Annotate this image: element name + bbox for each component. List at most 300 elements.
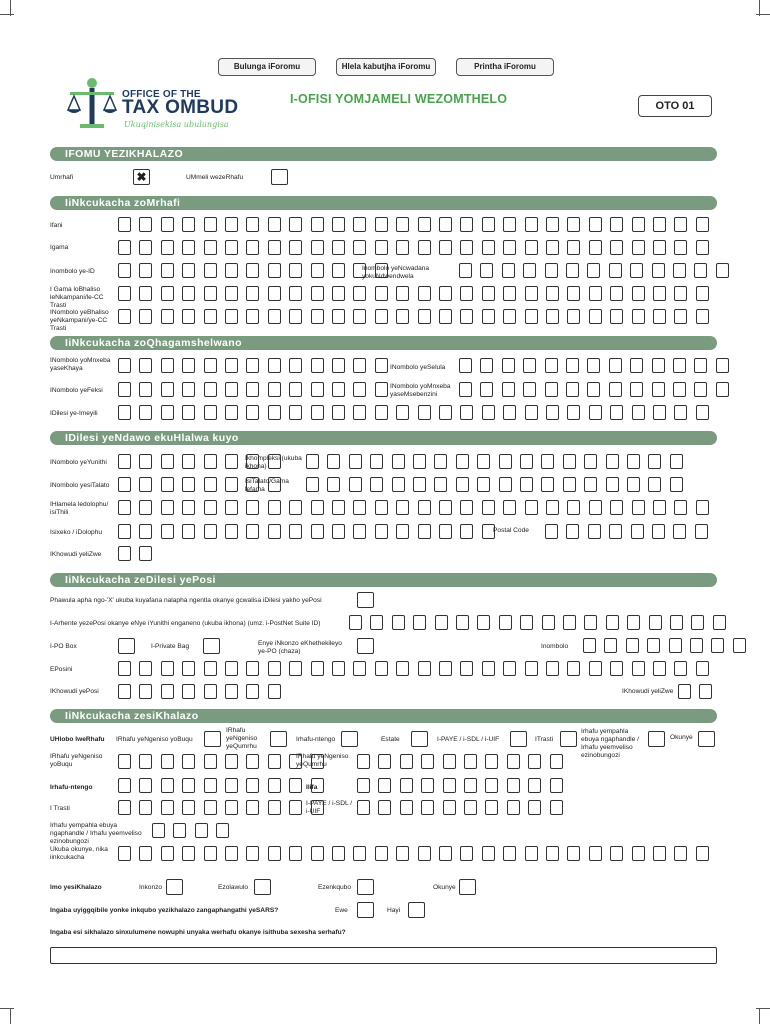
char-cell[interactable] xyxy=(161,358,174,373)
char-cell[interactable] xyxy=(353,217,366,232)
char-cell[interactable] xyxy=(268,405,281,420)
char-cell[interactable] xyxy=(439,405,452,420)
char-cell[interactable] xyxy=(584,615,597,630)
char-cell[interactable] xyxy=(477,454,490,469)
char-cell[interactable] xyxy=(609,263,622,278)
char-cell[interactable] xyxy=(225,217,238,232)
char-cell[interactable] xyxy=(563,454,576,469)
char-cell[interactable] xyxy=(118,800,131,815)
char-cell[interactable] xyxy=(139,382,152,397)
char-cell[interactable] xyxy=(246,286,259,301)
char-cell[interactable] xyxy=(584,477,597,492)
char-cell[interactable] xyxy=(268,684,281,699)
ref-trust-field[interactable] xyxy=(118,800,324,817)
char-cell[interactable] xyxy=(485,754,498,769)
char-cell[interactable] xyxy=(204,846,217,861)
char-cell[interactable] xyxy=(716,358,729,373)
char-cell[interactable] xyxy=(567,240,580,255)
char-cell[interactable] xyxy=(161,286,174,301)
char-cell[interactable] xyxy=(418,500,431,515)
char-cell[interactable] xyxy=(673,382,686,397)
char-cell[interactable] xyxy=(289,217,302,232)
char-cell[interactable] xyxy=(503,500,516,515)
char-cell[interactable] xyxy=(400,754,413,769)
char-cell[interactable] xyxy=(370,477,383,492)
char-cell[interactable] xyxy=(161,454,174,469)
char-cell[interactable] xyxy=(246,263,259,278)
char-cell[interactable] xyxy=(545,263,558,278)
char-cell[interactable] xyxy=(546,240,559,255)
char-cell[interactable] xyxy=(268,358,281,373)
char-cell[interactable] xyxy=(332,240,345,255)
char-cell[interactable] xyxy=(182,661,195,676)
char-cell[interactable] xyxy=(161,754,174,769)
char-cell[interactable] xyxy=(520,477,533,492)
char-cell[interactable] xyxy=(588,524,601,539)
char-cell[interactable] xyxy=(289,263,302,278)
char-cell[interactable] xyxy=(353,286,366,301)
char-cell[interactable] xyxy=(306,477,319,492)
char-cell[interactable] xyxy=(289,309,302,324)
char-cell[interactable] xyxy=(482,240,495,255)
char-cell[interactable] xyxy=(589,217,602,232)
char-cell[interactable] xyxy=(456,477,469,492)
char-cell[interactable] xyxy=(246,684,259,699)
char-cell[interactable] xyxy=(182,286,195,301)
char-cell[interactable] xyxy=(139,454,152,469)
char-cell[interactable] xyxy=(204,309,217,324)
char-cell[interactable] xyxy=(550,778,563,793)
char-cell[interactable] xyxy=(464,778,477,793)
char-cell[interactable] xyxy=(396,846,409,861)
char-cell[interactable] xyxy=(396,309,409,324)
char-cell[interactable] xyxy=(653,500,666,515)
char-cell[interactable] xyxy=(396,661,409,676)
tax-period-field[interactable] xyxy=(50,947,717,964)
char-cell[interactable] xyxy=(246,846,259,861)
save-form-button[interactable]: Hlela kabutjha iForomu xyxy=(336,58,436,76)
char-cell[interactable] xyxy=(182,454,195,469)
char-cell[interactable] xyxy=(653,309,666,324)
char-cell[interactable] xyxy=(225,263,238,278)
char-cell[interactable] xyxy=(204,405,217,420)
char-cell[interactable] xyxy=(480,263,493,278)
char-cell[interactable] xyxy=(695,524,708,539)
char-cell[interactable] xyxy=(311,358,324,373)
char-cell[interactable] xyxy=(566,263,579,278)
char-cell[interactable] xyxy=(246,217,259,232)
char-cell[interactable] xyxy=(225,754,238,769)
char-cell[interactable] xyxy=(246,309,259,324)
char-cell[interactable] xyxy=(375,358,388,373)
char-cell[interactable] xyxy=(204,661,217,676)
char-cell[interactable] xyxy=(392,615,405,630)
char-cell[interactable] xyxy=(225,286,238,301)
char-cell[interactable] xyxy=(541,477,554,492)
char-cell[interactable] xyxy=(499,477,512,492)
char-cell[interactable] xyxy=(289,405,302,420)
char-cell[interactable] xyxy=(161,778,174,793)
char-cell[interactable] xyxy=(477,615,490,630)
char-cell[interactable] xyxy=(268,846,281,861)
char-cell[interactable] xyxy=(182,846,195,861)
char-cell[interactable] xyxy=(653,286,666,301)
char-cell[interactable] xyxy=(632,286,645,301)
char-cell[interactable] xyxy=(632,405,645,420)
char-cell[interactable] xyxy=(421,778,434,793)
char-cell[interactable] xyxy=(460,405,473,420)
char-cell[interactable] xyxy=(610,500,623,515)
char-cell[interactable] xyxy=(545,524,558,539)
char-cell[interactable] xyxy=(204,500,217,515)
char-cell[interactable] xyxy=(225,684,238,699)
char-cell[interactable] xyxy=(268,217,281,232)
char-cell[interactable] xyxy=(669,638,682,653)
char-cell[interactable] xyxy=(182,524,195,539)
char-cell[interactable] xyxy=(306,454,319,469)
char-cell[interactable] xyxy=(696,661,709,676)
char-cell[interactable] xyxy=(485,778,498,793)
opt-corp-checkbox[interactable] xyxy=(270,731,287,747)
char-cell[interactable] xyxy=(353,846,366,861)
char-cell[interactable] xyxy=(439,217,452,232)
char-cell[interactable] xyxy=(439,524,452,539)
char-cell[interactable] xyxy=(139,263,152,278)
char-cell[interactable] xyxy=(353,661,366,676)
opt-estate-checkbox[interactable] xyxy=(411,731,428,747)
char-cell[interactable] xyxy=(357,754,370,769)
char-cell[interactable] xyxy=(182,240,195,255)
char-cell[interactable] xyxy=(118,358,131,373)
char-cell[interactable] xyxy=(609,358,622,373)
char-cell[interactable] xyxy=(268,754,281,769)
char-cell[interactable] xyxy=(289,358,302,373)
char-cell[interactable] xyxy=(118,546,131,561)
char-cell[interactable] xyxy=(225,405,238,420)
char-cell[interactable] xyxy=(195,823,208,838)
char-cell[interactable] xyxy=(696,240,709,255)
char-cell[interactable] xyxy=(246,240,259,255)
char-cell[interactable] xyxy=(139,684,152,699)
char-cell[interactable] xyxy=(332,358,345,373)
char-cell[interactable] xyxy=(652,263,665,278)
char-cell[interactable] xyxy=(418,846,431,861)
char-cell[interactable] xyxy=(311,382,324,397)
company-name-field[interactable] xyxy=(118,286,709,303)
fax-field[interactable] xyxy=(118,382,388,399)
opt-paye-checkbox[interactable] xyxy=(510,731,527,747)
char-cell[interactable] xyxy=(627,615,640,630)
char-cell[interactable] xyxy=(520,454,533,469)
char-cell[interactable] xyxy=(311,846,324,861)
char-cell[interactable] xyxy=(674,286,687,301)
taxpayer-checkbox[interactable]: ✖ xyxy=(133,169,150,185)
char-cell[interactable] xyxy=(502,263,515,278)
suburb-field[interactable] xyxy=(118,500,709,517)
char-cell[interactable] xyxy=(609,382,622,397)
char-cell[interactable] xyxy=(327,454,340,469)
char-cell[interactable] xyxy=(610,240,623,255)
char-cell[interactable] xyxy=(268,661,281,676)
char-cell[interactable] xyxy=(353,382,366,397)
char-cell[interactable] xyxy=(332,661,345,676)
char-cell[interactable] xyxy=(118,684,131,699)
char-cell[interactable] xyxy=(525,240,538,255)
char-cell[interactable] xyxy=(118,454,131,469)
char-cell[interactable] xyxy=(589,240,602,255)
ref-corp-field[interactable] xyxy=(357,754,563,771)
char-cell[interactable] xyxy=(161,524,174,539)
char-cell[interactable] xyxy=(502,382,515,397)
char-cell[interactable] xyxy=(460,217,473,232)
char-cell[interactable] xyxy=(118,778,131,793)
char-cell[interactable] xyxy=(477,477,490,492)
char-cell[interactable] xyxy=(435,615,448,630)
char-cell[interactable] xyxy=(139,500,152,515)
char-cell[interactable] xyxy=(456,615,469,630)
char-cell[interactable] xyxy=(546,217,559,232)
char-cell[interactable] xyxy=(567,405,580,420)
char-cell[interactable] xyxy=(460,286,473,301)
private-bag-checkbox[interactable] xyxy=(203,638,220,654)
char-cell[interactable] xyxy=(691,615,704,630)
char-cell[interactable] xyxy=(392,454,405,469)
char-cell[interactable] xyxy=(604,638,617,653)
char-cell[interactable] xyxy=(332,217,345,232)
name-field[interactable] xyxy=(118,240,709,257)
char-cell[interactable] xyxy=(653,240,666,255)
char-cell[interactable] xyxy=(443,778,456,793)
char-cell[interactable] xyxy=(652,382,665,397)
char-cell[interactable] xyxy=(566,524,579,539)
char-cell[interactable] xyxy=(696,405,709,420)
char-cell[interactable] xyxy=(566,358,579,373)
char-cell[interactable] xyxy=(375,846,388,861)
char-cell[interactable] xyxy=(460,524,473,539)
char-cell[interactable] xyxy=(204,684,217,699)
char-cell[interactable] xyxy=(632,846,645,861)
char-cell[interactable] xyxy=(182,477,195,492)
char-cell[interactable] xyxy=(289,240,302,255)
char-cell[interactable] xyxy=(542,615,555,630)
char-cell[interactable] xyxy=(311,661,324,676)
print-form-button[interactable]: Printha iForomu xyxy=(456,58,554,76)
char-cell[interactable] xyxy=(378,754,391,769)
char-cell[interactable] xyxy=(204,382,217,397)
char-cell[interactable] xyxy=(525,217,538,232)
char-cell[interactable] xyxy=(632,240,645,255)
char-cell[interactable] xyxy=(246,778,259,793)
opt-income-checkbox[interactable] xyxy=(204,731,221,747)
char-cell[interactable] xyxy=(204,358,217,373)
char-cell[interactable] xyxy=(118,524,131,539)
char-cell[interactable] xyxy=(268,240,281,255)
postal-unit-field[interactable] xyxy=(349,615,726,632)
char-cell[interactable] xyxy=(460,309,473,324)
char-cell[interactable] xyxy=(630,382,643,397)
char-cell[interactable] xyxy=(653,661,666,676)
char-cell[interactable] xyxy=(589,286,602,301)
char-cell[interactable] xyxy=(523,382,536,397)
char-cell[interactable] xyxy=(268,524,281,539)
char-cell[interactable] xyxy=(610,661,623,676)
char-cell[interactable] xyxy=(460,240,473,255)
char-cell[interactable] xyxy=(182,217,195,232)
ct-ezolawulo-checkbox[interactable] xyxy=(254,879,271,895)
char-cell[interactable] xyxy=(456,454,469,469)
char-cell[interactable] xyxy=(694,263,707,278)
char-cell[interactable] xyxy=(632,309,645,324)
char-cell[interactable] xyxy=(332,263,345,278)
char-cell[interactable] xyxy=(648,477,661,492)
char-cell[interactable] xyxy=(225,382,238,397)
char-cell[interactable] xyxy=(713,615,726,630)
char-cell[interactable] xyxy=(503,309,516,324)
char-cell[interactable] xyxy=(567,846,580,861)
char-cell[interactable] xyxy=(289,524,302,539)
char-cell[interactable] xyxy=(546,846,559,861)
char-cell[interactable] xyxy=(182,309,195,324)
char-cell[interactable] xyxy=(173,823,186,838)
char-cell[interactable] xyxy=(400,800,413,815)
char-cell[interactable] xyxy=(204,454,217,469)
char-cell[interactable] xyxy=(418,309,431,324)
char-cell[interactable] xyxy=(289,661,302,676)
po-box-checkbox[interactable] xyxy=(118,638,135,654)
char-cell[interactable] xyxy=(525,309,538,324)
char-cell[interactable] xyxy=(357,800,370,815)
char-cell[interactable] xyxy=(161,240,174,255)
char-cell[interactable] xyxy=(584,454,597,469)
char-cell[interactable] xyxy=(289,846,302,861)
reset-form-button[interactable]: Bulunga iForomu xyxy=(218,58,316,76)
passport-field[interactable] xyxy=(459,263,729,280)
char-cell[interactable] xyxy=(653,217,666,232)
char-cell[interactable] xyxy=(378,800,391,815)
char-cell[interactable] xyxy=(464,800,477,815)
char-cell[interactable] xyxy=(396,500,409,515)
char-cell[interactable] xyxy=(546,500,559,515)
char-cell[interactable] xyxy=(503,217,516,232)
char-cell[interactable] xyxy=(525,405,538,420)
char-cell[interactable] xyxy=(375,382,388,397)
char-cell[interactable] xyxy=(161,846,174,861)
postal-code-field-2[interactable] xyxy=(118,684,281,701)
char-cell[interactable] xyxy=(268,286,281,301)
char-cell[interactable] xyxy=(503,240,516,255)
char-cell[interactable] xyxy=(541,454,554,469)
char-cell[interactable] xyxy=(139,358,152,373)
char-cell[interactable] xyxy=(289,500,302,515)
char-cell[interactable] xyxy=(631,524,644,539)
char-cell[interactable] xyxy=(118,500,131,515)
char-cell[interactable] xyxy=(674,309,687,324)
char-cell[interactable] xyxy=(439,661,452,676)
char-cell[interactable] xyxy=(418,217,431,232)
char-cell[interactable] xyxy=(139,217,152,232)
char-cell[interactable] xyxy=(204,286,217,301)
char-cell[interactable] xyxy=(311,524,324,539)
char-cell[interactable] xyxy=(118,240,131,255)
char-cell[interactable] xyxy=(652,524,665,539)
company-reg-field[interactable] xyxy=(118,309,709,326)
char-cell[interactable] xyxy=(182,500,195,515)
char-cell[interactable] xyxy=(182,358,195,373)
char-cell[interactable] xyxy=(332,846,345,861)
char-cell[interactable] xyxy=(353,405,366,420)
char-cell[interactable] xyxy=(678,684,691,699)
char-cell[interactable] xyxy=(482,846,495,861)
char-cell[interactable] xyxy=(674,661,687,676)
char-cell[interactable] xyxy=(459,382,472,397)
char-cell[interactable] xyxy=(674,500,687,515)
ref-vat-field[interactable] xyxy=(118,778,324,795)
char-cell[interactable] xyxy=(289,778,302,793)
char-cell[interactable] xyxy=(353,500,366,515)
char-cell[interactable] xyxy=(370,615,383,630)
char-cell[interactable] xyxy=(567,661,580,676)
char-cell[interactable] xyxy=(118,754,131,769)
char-cell[interactable] xyxy=(545,358,558,373)
ct-inkonzo-checkbox[interactable] xyxy=(166,879,183,895)
char-cell[interactable] xyxy=(139,240,152,255)
char-cell[interactable] xyxy=(567,309,580,324)
char-cell[interactable] xyxy=(311,405,324,420)
char-cell[interactable] xyxy=(482,500,495,515)
char-cell[interactable] xyxy=(268,800,281,815)
char-cell[interactable] xyxy=(434,454,447,469)
char-cell[interactable] xyxy=(528,800,541,815)
char-cell[interactable] xyxy=(225,846,238,861)
char-cell[interactable] xyxy=(670,615,683,630)
representative-checkbox[interactable] xyxy=(271,169,288,185)
char-cell[interactable] xyxy=(139,846,152,861)
char-cell[interactable] xyxy=(353,309,366,324)
char-cell[interactable] xyxy=(225,454,238,469)
char-cell[interactable] xyxy=(161,382,174,397)
char-cell[interactable] xyxy=(589,661,602,676)
char-cell[interactable] xyxy=(268,263,281,278)
char-cell[interactable] xyxy=(711,638,724,653)
char-cell[interactable] xyxy=(610,846,623,861)
char-cell[interactable] xyxy=(118,217,131,232)
char-cell[interactable] xyxy=(480,382,493,397)
char-cell[interactable] xyxy=(418,524,431,539)
country-code-field[interactable] xyxy=(118,546,152,563)
char-cell[interactable] xyxy=(139,546,152,561)
country-code-field-2[interactable] xyxy=(678,684,712,701)
char-cell[interactable] xyxy=(546,405,559,420)
char-cell[interactable] xyxy=(503,405,516,420)
char-cell[interactable] xyxy=(161,800,174,815)
char-cell[interactable] xyxy=(392,477,405,492)
char-cell[interactable] xyxy=(378,778,391,793)
char-cell[interactable] xyxy=(670,454,683,469)
char-cell[interactable] xyxy=(413,615,426,630)
char-cell[interactable] xyxy=(332,309,345,324)
surname-field[interactable] xyxy=(118,217,709,234)
char-cell[interactable] xyxy=(332,286,345,301)
char-cell[interactable] xyxy=(396,240,409,255)
ct-okunye-checkbox[interactable] xyxy=(459,879,476,895)
opt-vat-checkbox[interactable] xyxy=(341,731,358,747)
char-cell[interactable] xyxy=(550,800,563,815)
char-cell[interactable] xyxy=(550,754,563,769)
char-cell[interactable] xyxy=(610,217,623,232)
char-cell[interactable] xyxy=(225,524,238,539)
char-cell[interactable] xyxy=(182,684,195,699)
char-cell[interactable] xyxy=(502,358,515,373)
